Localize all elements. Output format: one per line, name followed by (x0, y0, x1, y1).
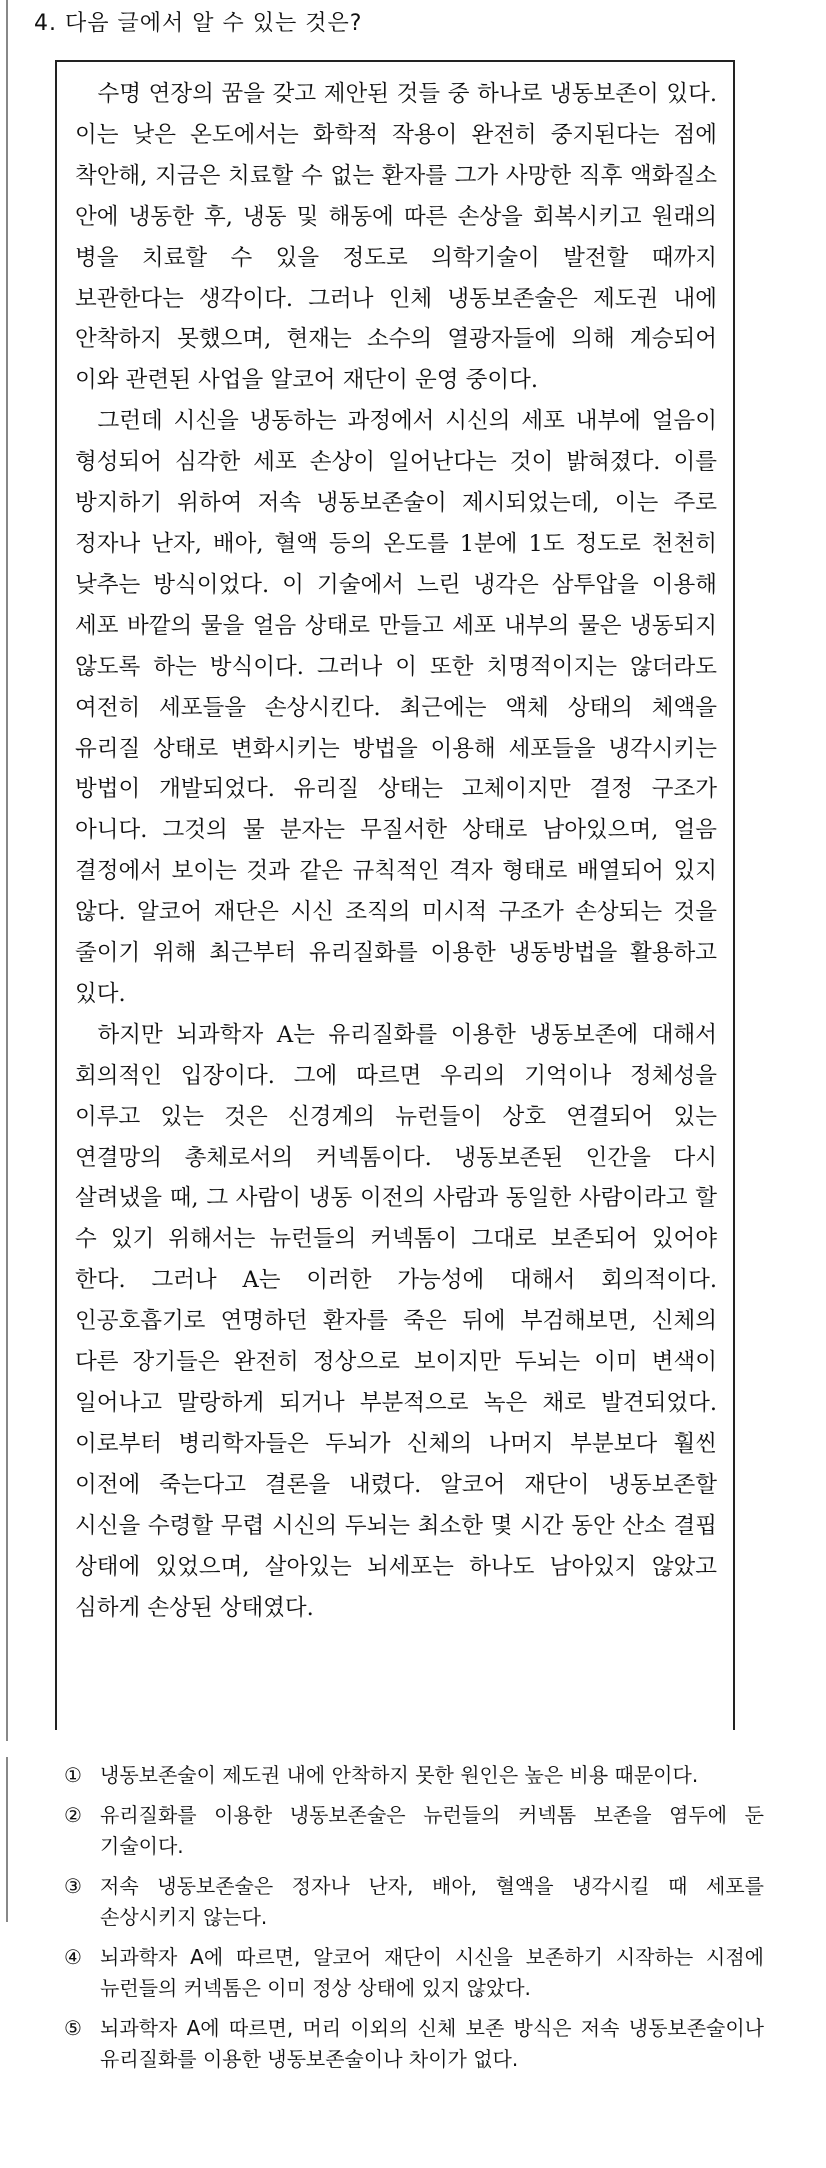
left-margin-rule-lower (6, 1757, 8, 1922)
choice-number: ④ (64, 1945, 82, 1969)
choice-number: ② (64, 1803, 82, 1827)
choice-5[interactable] (64, 2013, 764, 2075)
passage-box (55, 60, 735, 1730)
passage-paragraph-1: 수명 연장의 꿈을 갖고 제안된 것들 중 하나로 냉동보존이 있다. 이는 낮은 온도에서는 화학적 작용이 완전히 중지된다는 점에 착안해, 지금은 치료할 수 없는 환자를 그가 사망한 직후 액화질소 안에 냉동한 후, 냉동 및 해동에 따른 손상을 회복시키고 원래의 병을 치료할 수 있을 정도로 의학기술이 발전할 때까지 보관한다는 생각이다. 그러나 인체 냉동보존술은 제도권 내에 안착하지 못했으며, 현재는 소수의 열광자들에 의해 계승되어 이와 관련된 사업을 알코어 재단이 운영 중이다. (75, 81, 717, 394)
choice-text: 냉동보존술이 제도권 내에 안착하지 못한 원인은 높은 비용 때문이다. (100, 1763, 699, 1787)
choice-3[interactable] (64, 1871, 764, 1933)
left-margin-rule (6, 0, 8, 1741)
choice-number: ⑤ (64, 2016, 82, 2040)
choice-text: 뇌과학자 A에 따르면, 머리 이외의 신체 보존 방식은 저속 냉동보존술이나 유리질화를 이용한 냉동보존술이나 차이가 없다. (100, 2016, 764, 2071)
choice-number: ① (64, 1763, 82, 1787)
choice-text: 뇌과학자 A에 따르면, 알코어 재단이 시신을 보존하기 시작하는 시점에 뉴런들의 커넥톰은 이미 정상 상태에 있지 않았다. (100, 1945, 764, 2000)
choice-text: 유리질화를 이용한 냉동보존술은 뉴런들의 커넥톰 보존을 염두에 둔 기술이다. (100, 1803, 764, 1858)
choice-2[interactable] (64, 1800, 764, 1862)
choice-text: 저속 냉동보존술은 정자나 난자, 배아, 혈액을 냉각시킬 때 세포를 손상시키지 않는다. (100, 1874, 764, 1929)
choice-4[interactable] (64, 1942, 764, 2004)
choice-1[interactable] (64, 1760, 764, 1791)
choice-number: ③ (64, 1874, 82, 1898)
passage-paragraph-2: 그런데 시신을 냉동하는 과정에서 시신의 세포 내부에 얼음이 형성되어 심각한 세포 손상이 일어난다는 것이 밝혀졌다. 이를 방지하기 위하여 저속 냉동보존술이 제시되었는데, 이는 주로 정자나 난자, 배아, 혈액 등의 온도를 1분에 1도 정도로 천천히 낮추는 방식이었다. 이 기술에서 느린 냉각은 삼투압을 이용해 세포 바깥의 물을 얼음 상태로 만들고 세포 내부의 물은 냉동되지 않도록 하는 방식이다. 그러나 이 또한 치명적이지는 않더라도 여전히 세포들을 손상시킨다. 최근에는 액체 상태의 체액을 유리질 상태로 변화시키는 방법을 이용해 세포들을 냉각시키는 방법이 개발되었다. 유리질 상태는 고체이지만 결정 구조가 아니다. 그것의 물 분자는 무질서한 상태로 남아있으며, 얼음 결정에서 보이는 것과 같은 규칙적인 격자 형태로 배열되어 있지 않다. 알코어 재단은 시신 조직의 미시적 구조가 손상되는 것을 줄이기 위해 최근부터 유리질화를 이용한 냉동방법을 활용하고 있다. (75, 408, 717, 1007)
passage-paragraph-3: 하지만 뇌과학자 A는 유리질화를 이용한 냉동보존에 대해서 회의적인 입장이다. 그에 따르면 우리의 기억이나 정체성을 이루고 있는 것은 신경계의 뉴런들이 상호 연결되어 있는 연결망의 총체로서의 커넥톰이다. 냉동보존된 인간을 다시 살려냈을 때, 그 사람이 냉동 이전의 사람과 동일한 사람이라고 할 수 있기 위해서는 뉴런들의 커넥톰이 그대로 보존되어 있어야 한다. 그러나 A는 이러한 가능성에 대해서 회의적이다. 인공호흡기로 연명하던 환자를 죽은 뒤에 부검해보면, 신체의 다른 장기들은 완전히 정상으로 보이지만 두뇌는 이미 변색이 일어나고 말랑하게 되거나 부분적으로 녹은 채로 발견되었다. 이로부터 병리학자들은 두뇌가 신체의 나머지 부분보다 훨씬 이전에 죽는다고 결론을 내렸다. 알코어 재단이 냉동보존할 시신을 수령할 무렵 시신의 두뇌는 최소한 몇 시간 동안 산소 결핍 상태에 있었으며, 살아있는 뇌세포는 하나도 남아있지 않았고 심하게 손상된 상태였다. (75, 1021, 717, 1621)
question-title: 4. 다음 글에서 알 수 있는 것은? (34, 11, 363, 36)
answer-choices (64, 1760, 764, 2084)
